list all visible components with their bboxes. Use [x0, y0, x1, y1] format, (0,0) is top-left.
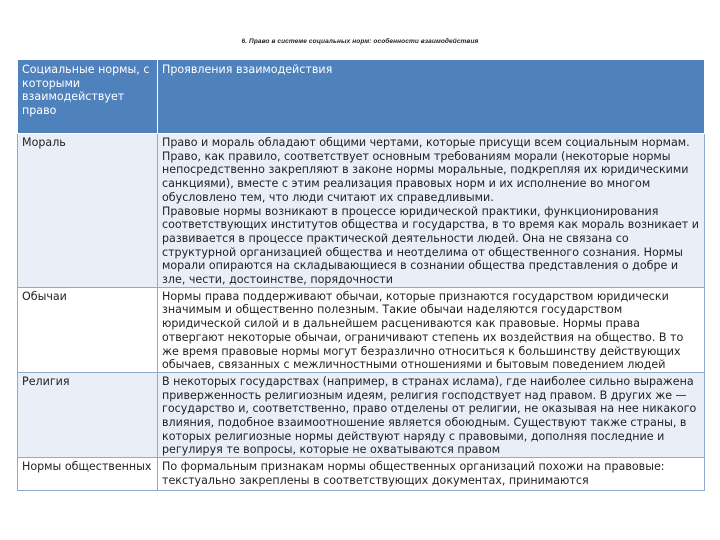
interaction-cell [158, 458, 705, 491]
header-social-norms: Социальные нормы, с которыми взаимодействует право [18, 60, 158, 134]
norm-cell: Мораль [18, 134, 158, 288]
interaction-cell [158, 372, 705, 457]
interaction-paragraph: В некоторых государствах (например, в странах ислама), где наиболее сильно выражена приверженность религиозным идеям, религия господствует над правом. В других же — государство и, соответственно, право отделены от религии, не оказывая на нее никакого влияния, подобное взаимоотношение является обоюдным. Существуют также страны, в которых религиозные нормы действуют наряду с правовыми, дополняя последние и регулируя те вопросы, которые не охватываются правом [162, 374, 697, 457]
interaction-paragraph: Право и мораль обладают общими чертами, которые присущи всем социальным нормам. Право, как правило, соответствует основным требованиям морали (некоторые нормы непосредственно закрепляют в законе нормы моральные, подкрепляя их юридическими санкциями), вместе с этим реализация правовых норм и их исполнение во многом обусловлено тем, что люди считают их справедливыми. [162, 136, 690, 204]
header-interaction: Проявления взаимодействия [158, 60, 705, 134]
norms-table [17, 59, 705, 491]
interaction-paragraph: По формальным признакам нормы общественных организаций похожи на правовые: текстуально закреплены в соответствующих документах, принимаются [162, 460, 665, 487]
norm-cell: Обычаи [18, 287, 158, 372]
norm-cell [18, 458, 158, 491]
table-row-morality [18, 134, 705, 288]
interaction-cell [158, 287, 705, 372]
table-row-religion [18, 372, 705, 457]
interaction-paragraph: Правовые нормы возникают в процессе юридической практики, функционирования соответствующих институтов общества и государства, в то время как мораль возникает и развивается в процессе практической деятельности людей. Она не связана со структурной организацией общества и неотделима от общественного сознания. Нормы морали опираются на складывающиеся в сознании общества представления о добре и зле, чести, достоинстве, порядочности [162, 204, 700, 287]
norm-cell-text: Нормы общественных [22, 460, 152, 474]
norm-cell: Религия [18, 372, 158, 457]
interaction-cell [158, 134, 705, 288]
table-row-public-organizations [18, 458, 705, 491]
document-title: 6. Право в системе социальных норм: особенности взаимодействия [241, 38, 479, 45]
table-header-row [18, 60, 705, 134]
table-row-customs [18, 287, 705, 372]
interaction-paragraph: Нормы права поддерживают обычаи, которые признаются государством юридически значимым и общественно полезным. Такие обычаи наделяются государством юридической силой и в дальнейшем расцениваются как правовые. Нормы права отвергают некоторые обычаи, ограничивают степень их воздействия на общество. В то же время правовые нормы могут безразлично относиться к большинству действующих обычаев, связанных с межличностными отношениями и бытовым поведением людей [162, 289, 684, 372]
